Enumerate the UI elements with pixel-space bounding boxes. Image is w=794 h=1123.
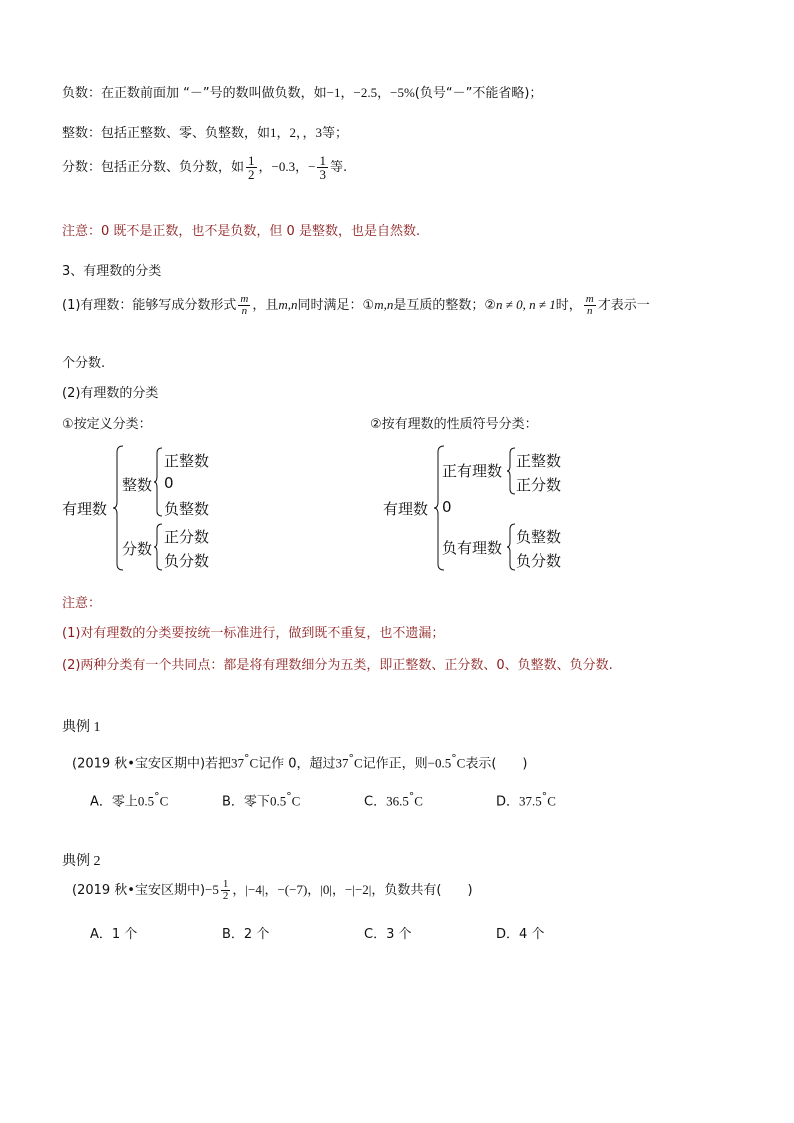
zero-note: 注意：0 既不是正数，也不是负数，但 0 是整数，也是自然数. bbox=[62, 224, 421, 239]
example2-question: (2019 秋•宝安区期中)−5 $\frac{1}{2}$ ，|−4|，−(−7)，|0|，−|−2|，负数共有( ) bbox=[72, 878, 473, 902]
tree1-root: 有理数 bbox=[62, 500, 108, 518]
example2-option-a[interactable]: A．1 个 bbox=[90, 927, 138, 942]
classification-title: (2)有理数的分类 bbox=[62, 386, 159, 401]
tree1-fraction-brace bbox=[154, 524, 164, 570]
notes-title: 注意： bbox=[62, 596, 102, 611]
tree2-negative-integer: 负整数 bbox=[516, 528, 562, 546]
rational-definition-continuation: 个分数. bbox=[62, 356, 106, 371]
note-item-2: (2)两种分类有一个共同点：都是将有理数细分为五类，即正整数、正分数、0、负整数、负分数. bbox=[62, 658, 613, 673]
example1-option-d[interactable]: D．37.5°C bbox=[496, 790, 556, 810]
tree1-negative-fraction: 负分数 bbox=[164, 552, 210, 570]
tree2-negative-rational: 负有理数 bbox=[442, 539, 503, 557]
method2-label: ②按有理数的性质符号分类： bbox=[370, 417, 538, 432]
example1-option-a[interactable]: A．零上0.5°C bbox=[90, 790, 169, 810]
example1-option-c[interactable]: C．36.5°C bbox=[364, 790, 423, 810]
fraction-m-over-n: $\frac{m}{n}$ bbox=[240, 293, 249, 317]
tree1-positive-integer: 正整数 bbox=[164, 452, 210, 470]
note-item-1: (1)对有理数的分类要按统一标准进行，做到既不重复，也不遗漏； bbox=[62, 626, 445, 641]
tree2-positive-fraction: 正分数 bbox=[516, 476, 562, 494]
fraction-one-third: $\frac{1}{3}$ bbox=[319, 153, 326, 182]
tree2-positive-integer: 正整数 bbox=[516, 452, 562, 470]
example-minus-5-percent: −5% bbox=[390, 85, 415, 100]
section-title: 3、有理数的分类 bbox=[62, 264, 162, 279]
tree2-negative-fraction: 负分数 bbox=[516, 552, 562, 570]
example1-title: 典例 1 bbox=[62, 720, 101, 735]
tree2-root: 有理数 bbox=[383, 500, 429, 518]
example2-option-b[interactable]: B．2 个 bbox=[222, 927, 270, 942]
tree2-positive-rational: 正有理数 bbox=[442, 462, 503, 480]
tree1-negative-integer: 负整数 bbox=[164, 500, 210, 518]
method1-label: ①按定义分类： bbox=[62, 417, 152, 432]
tree1-integer-label: 整数 bbox=[122, 476, 153, 494]
tree2-zero: 0 bbox=[442, 498, 452, 516]
tree1-integer-brace bbox=[154, 448, 164, 516]
tree1-fraction-label: 分数 bbox=[122, 540, 153, 558]
tree1-zero: 0 bbox=[164, 474, 174, 492]
example-minus-one: −1 bbox=[326, 85, 341, 100]
fraction-m-over-n-2: $\frac{m}{n}$ bbox=[585, 293, 594, 317]
example2-option-c[interactable]: C．3 个 bbox=[364, 927, 412, 942]
example2-option-d[interactable]: D．4 个 bbox=[496, 927, 545, 942]
mixed-fraction-one-half: $\frac{1}{2}$ bbox=[222, 878, 229, 902]
fraction-definition-line: 分数：包括正分数、负分数，如 $\frac{1}{2}$ ，−0.3，− $\frac{1}{3}$ 等. bbox=[62, 153, 348, 182]
example1-option-b[interactable]: B．零下0.5°C bbox=[222, 790, 301, 810]
example1-question: (2019 秋•宝安区期中)若把37°C记作 0，超过37°C记作正，则−0.5°C表示( ) bbox=[72, 752, 528, 772]
tree1-positive-fraction: 正分数 bbox=[164, 528, 210, 546]
example-minus-2-5: −2.5 bbox=[353, 85, 378, 100]
integer-definition-line: 整数：包括正整数、零、负整数，如1，2，，3等； bbox=[62, 125, 349, 141]
negative-definition-line: 负数：在正数前面加 “－”号的数叫做负数，如−1，−2.5，−5%(负号“－”不能省略)； bbox=[62, 85, 543, 101]
example2-title: 典例 2 bbox=[62, 854, 101, 869]
fraction-one-half: $\frac{1}{2}$ bbox=[248, 153, 255, 182]
rational-definition-line: (1)有理数：能够写成分数形式 $\frac{m}{n}$ ，且m,n同时满足：①m,n是互质的整数；②n ≠ 0, n ≠ 1时， $\frac{m}{n}$ 才表示一 bbox=[62, 293, 650, 317]
